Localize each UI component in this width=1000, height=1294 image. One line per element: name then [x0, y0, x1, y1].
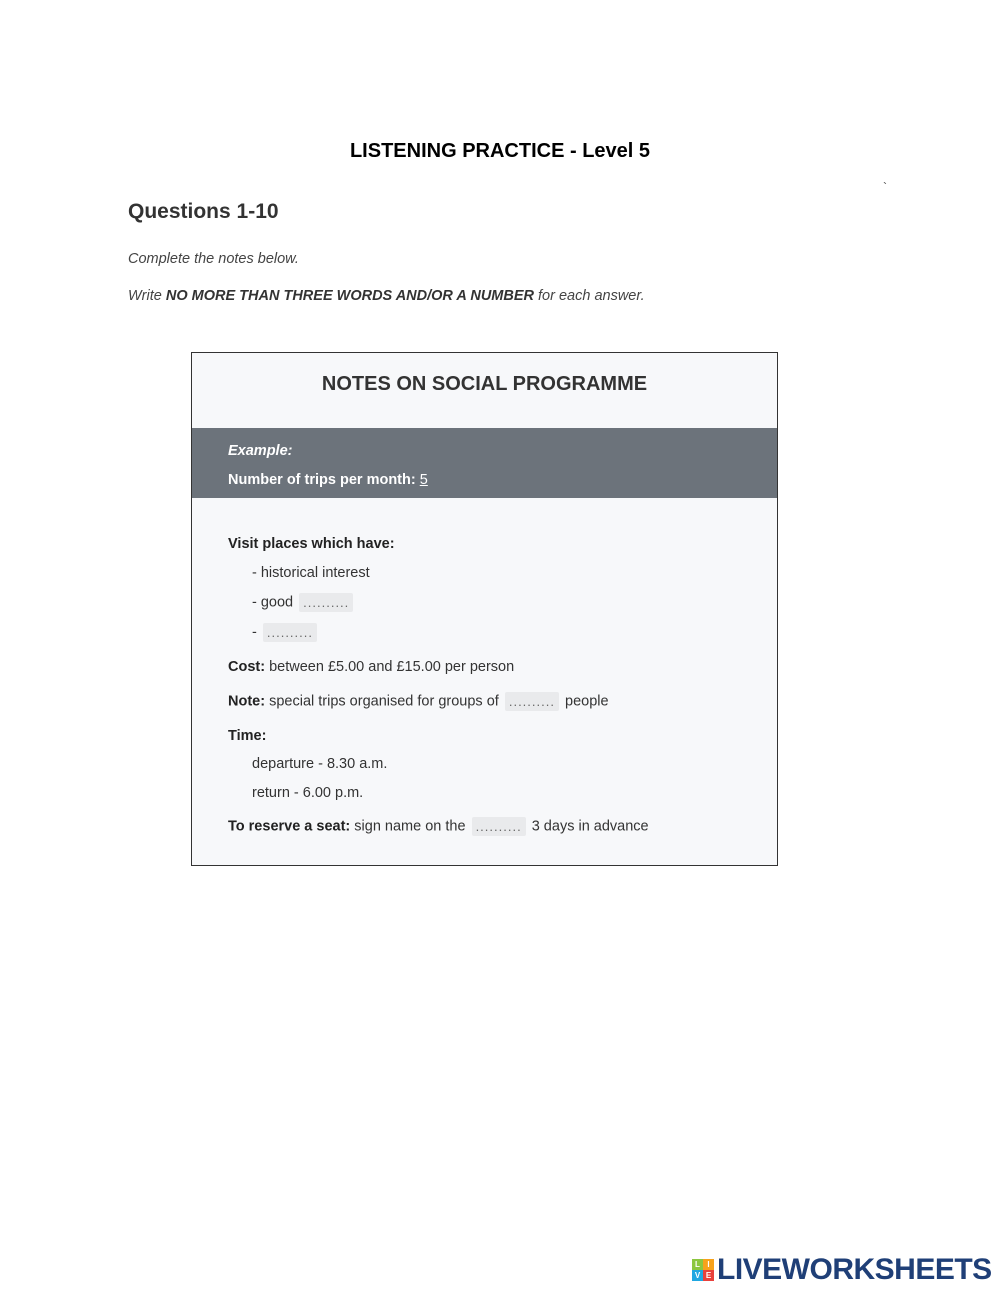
liveworksheets-logo [692, 1254, 992, 1286]
logo-mark-l: L [692, 1259, 703, 1270]
answer-blank-1[interactable]: .......... [299, 593, 353, 612]
reserve-line [228, 817, 649, 836]
notes-box [191, 352, 778, 866]
reserve-label: To reserve a seat: [228, 818, 351, 835]
visit-places-label-text: Visit places which have: [228, 536, 395, 552]
instruction-word-limit-bold: NO MORE THAN THREE WORDS AND/OR A NUMBER [165, 288, 534, 304]
instruction-word-limit-post: for each answer. [534, 288, 645, 304]
logo-mark-v: V [692, 1270, 703, 1281]
departure-time: departure - 8.30 a.m. [252, 756, 388, 772]
answer-blank-2[interactable]: .......... [263, 623, 317, 642]
questions-heading: Questions 1-10 [128, 200, 279, 223]
stray-mark: ` [883, 180, 887, 194]
page-title: LISTENING PRACTICE - Level 5 [349, 140, 651, 162]
visit-item-1: - historical interest [252, 565, 370, 581]
note-label: Note: [228, 693, 266, 710]
note-line [228, 692, 609, 711]
example-line [228, 472, 428, 488]
note-text-post: people [565, 693, 609, 710]
instruction-word-limit [128, 288, 645, 304]
instruction-word-limit-pre: Write [128, 288, 166, 304]
time-label-text: Time: [228, 728, 267, 744]
cost-text: between £5.00 and £15.00 per person [265, 659, 515, 675]
answer-blank-4[interactable]: .......... [472, 817, 526, 836]
logo-mark-e: E [703, 1270, 714, 1281]
return-time: return - 6.00 p.m. [252, 785, 364, 801]
logo-mark-i: I [703, 1259, 714, 1270]
notes-title: NOTES ON SOCIAL PROGRAMME [321, 373, 648, 395]
logo-mark-icon [692, 1259, 714, 1281]
reserve-text-pre: sign name on the [350, 818, 466, 835]
note-text-pre: special trips organised for groups of [265, 693, 499, 710]
answer-blank-3[interactable]: .......... [505, 692, 559, 711]
example-answer: 5 [419, 472, 428, 488]
visit-item-2-prefix: - good [252, 594, 294, 611]
example-band [192, 428, 777, 498]
visit-places-label [228, 536, 395, 552]
visit-item-3-prefix: - [252, 624, 257, 641]
reserve-text-post: 3 days in advance [531, 818, 649, 835]
visit-item-2 [252, 593, 355, 612]
visit-item-3 [252, 623, 319, 642]
logo-text: LIVEWORKSHEETS [717, 1253, 992, 1286]
cost-line [228, 659, 514, 675]
example-text: Number of trips per month: [228, 472, 420, 488]
instruction-complete-notes: Complete the notes below. [128, 251, 299, 267]
example-label: Example: [228, 443, 293, 459]
time-label [228, 728, 266, 744]
cost-label: Cost: [228, 659, 266, 675]
